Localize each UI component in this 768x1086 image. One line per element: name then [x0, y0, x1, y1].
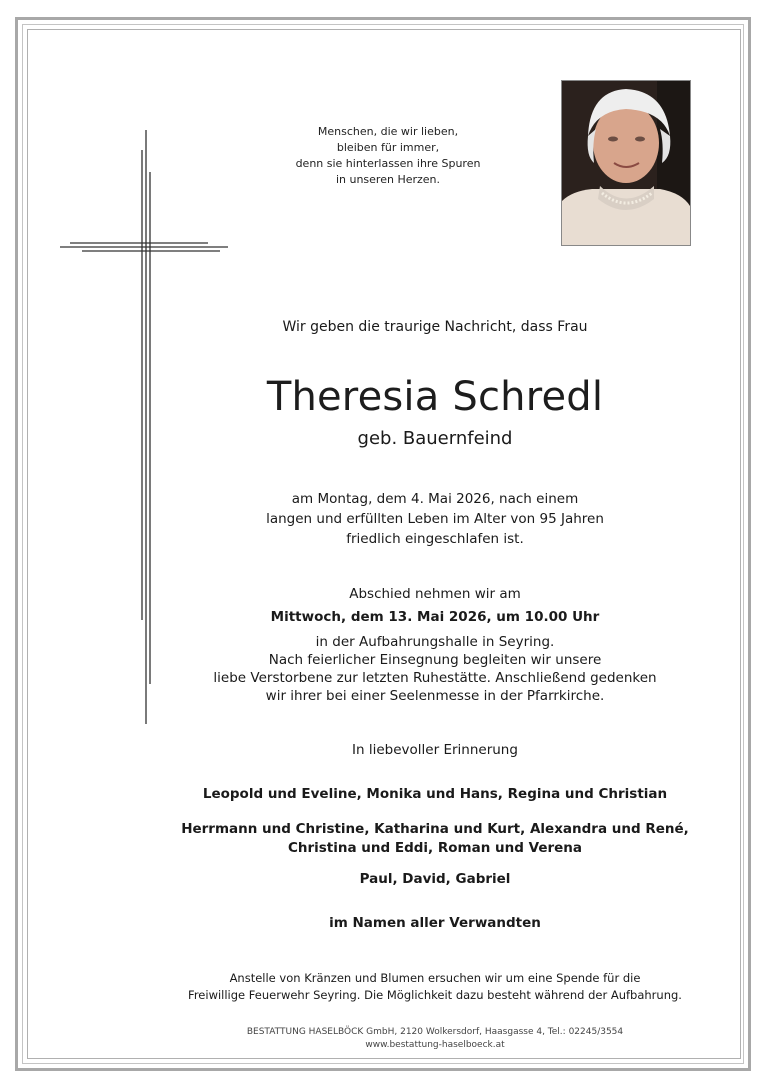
mourners-group: Leopold und Eveline, Monika und Hans, Regina und Christian [202, 786, 668, 802]
service-line: in der Aufbahrungshalle in Seyring. [315, 634, 555, 650]
mourners-line: Herrmann und Christine, Katharina und Kurt, Alexandra und René, [181, 821, 689, 837]
service-line: liebe Verstorbene zur letzten Ruhestätte. Anschließend gedenken [213, 670, 657, 686]
relatives-line: im Namen aller Verwandten [329, 915, 541, 931]
note-line: Anstelle von Kränzen und Blumen ersuchen wir um eine Spende für die [229, 971, 641, 985]
service-line: wir ihrer bei einer Seelenmesse in der Pfarrkirche. [265, 688, 605, 704]
service-details [170, 633, 700, 705]
memorial-quote [278, 124, 498, 188]
death-line: langen und erfüllten Leben im Alter von 95 Jahren [266, 511, 604, 527]
quote-line: in unseren Herzen. [335, 173, 441, 186]
donation-note [150, 970, 720, 1004]
quote-line: bleiben für immer, [336, 141, 440, 154]
service-date: Mittwoch, dem 13. Mai 2026, um 10.00 Uhr [270, 609, 600, 625]
birth-name: geb. Bauernfeind [357, 428, 513, 449]
death-line: am Montag, dem 4. Mai 2026, nach einem [291, 491, 579, 507]
footer [150, 1026, 720, 1052]
portrait-photo [561, 80, 691, 246]
quote-line: denn sie hinterlassen ihre Spuren [295, 157, 481, 170]
death-line: friedlich eingeschlafen ist. [346, 531, 524, 547]
footer-website[interactable]: www.bestattung-haselboeck.at [365, 1040, 505, 1050]
announcement-intro: Wir geben die traurige Nachricht, dass Frau [282, 319, 588, 335]
footer-address: BESTATTUNG HASELBÖCK GmbH, 2120 Wolkersdorf, Haasgasse 4, Tel.: 02245/3554 [246, 1027, 624, 1037]
quote-line: Menschen, die wir lieben, [317, 125, 459, 138]
note-line: Freiwillige Feuerwehr Seyring. Die Möglichkeit dazu besteht während der Aufbahrung. [188, 988, 682, 1002]
memory-text: In liebevoller Erinnerung [352, 742, 518, 758]
service-line: Nach feierlicher Einsegnung begleiten wir unsere [268, 652, 602, 668]
deceased-name: Theresia Schredl [266, 374, 604, 420]
farewell-text: Abschied nehmen wir am [349, 586, 521, 602]
death-notice [170, 489, 700, 549]
mourners-group: Paul, David, Gabriel [359, 871, 511, 887]
mourners-group [170, 820, 700, 858]
mourners-line: Christina und Eddi, Roman und Verena [287, 840, 583, 856]
